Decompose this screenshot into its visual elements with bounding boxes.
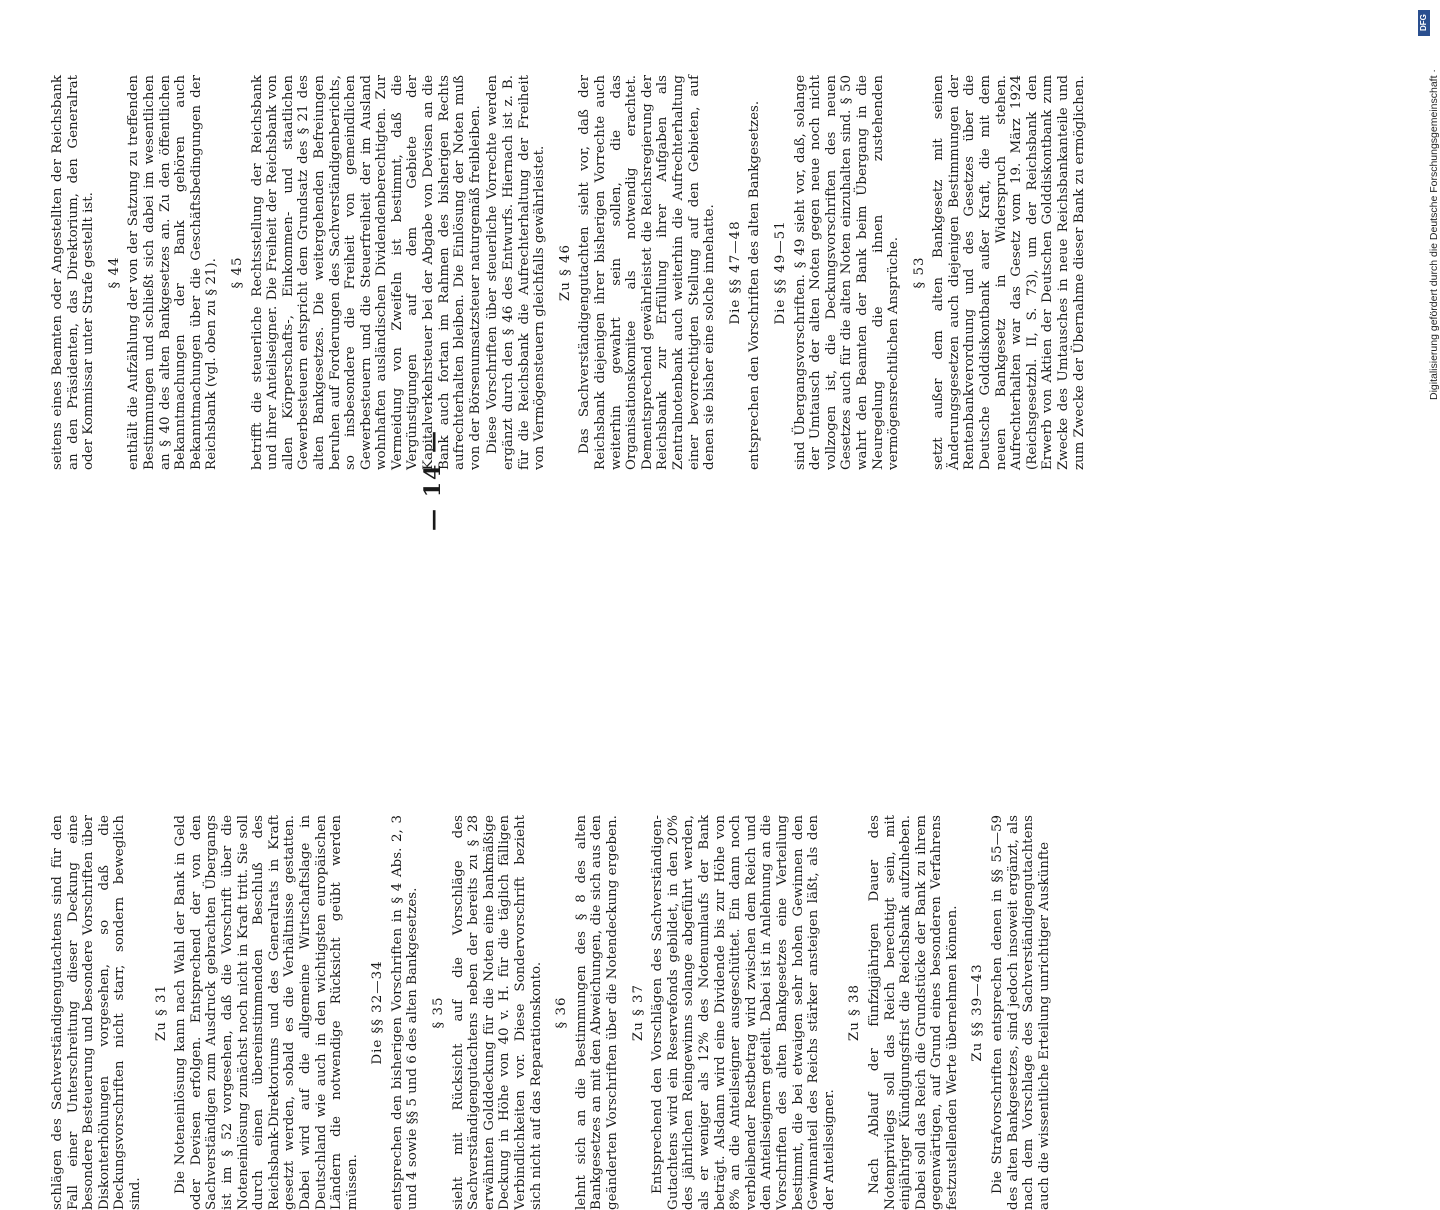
right-text-column bbox=[50, 75, 1089, 470]
paragraph: Nach Ablauf der fünfzigjährigen Dauer des Notenprivilegs soll das Reich berechtigt sein, mit einjähriger Kündigungsfrist die Reichsbank aufzuheben. Dabei soll das Reich die Grundstücke der Bank zu ihrem gegenwärtigen, auf Grund eines besonderen Verfahrens festzustellenden Werte übernehmen können. bbox=[866, 815, 960, 1210]
section-heading: Zu § 46 bbox=[557, 243, 573, 302]
section-heading: Zu § 37 bbox=[630, 983, 646, 1042]
section-heading: Die §§ 47—48 bbox=[727, 220, 743, 325]
digitization-credit bbox=[1408, 10, 1440, 990]
paragraph: betrifft die steuerliche Rechtsstellung der Reichsbank und ihrer Anteilseigner. Die Freiheit der Reichsbank von allen Körperschafts-, Einkommen- und staatlichen Gewerbesteuern entspricht dem Grundsatz des § 21 des alten Bankgesetzes. Die weitergehenden Befreiungen beruhen auf Forderungen des Sachverständigenberichts, so insbesondere die Freiheit von gemeindlichen Gewerbesteuern und die Steuerfreiheit der im Ausland wohnhaften ausländischen Dividendenberechtigten. Zur Vermeidung von Zweifeln ist bestimmt, daß die Vergünstigungen auf dem Gebiete der Kapitalverkehrsteuer bei der Abgabe von Devisen an die Bank auch fortan im Rahmen des bisherigen Rechts aufrechterhalten bleiben. Die Einlösung der Noten muß von der Börsenumsatzsteuer naturgemäß freibleiben. bbox=[249, 75, 483, 470]
paragraph: Entsprechend den Vorschlägen des Sachverständigen-Gutachtens wird ein Reservefonds gebildet, in den 20% des jährlichen Reingewinns solange abgeführt werden, als er weniger als 12% des Notenumlaufs der Bank beträgt. Alsdann wird eine Dividende bis zur Höhe von 8% an die Anteilseigner ausgeschüttet. Ein dann noch verbleibender Restbetrag wird zwischen dem Reich und den Anteilseignern geteilt. Dabei ist in Anlehnung an die Vorschriften des alten Bankgesetzes eine Verteilung bestimmt, die bei etwaigen sehr hohen Gewinnen den Gewinnanteil des Reichs stärker ansteigen läßt, als den der Anteilseigner. bbox=[650, 815, 837, 1210]
paragraph: lehnt sich an die Bestimmungen des § 8 des alten Bankgesetzes an mit den Abweichungen, die sich aus den geänderten Vorschriften über die Notendeckung ergeben. bbox=[573, 815, 620, 1210]
section-heading: Zu §§ 39—43 bbox=[970, 963, 986, 1062]
section-heading: § 53 bbox=[911, 256, 927, 289]
section-heading: § 44 bbox=[106, 256, 122, 289]
rotated-page bbox=[50, 50, 1370, 1210]
paragraph: enthält die Aufzählung der von der Satzung zu treffenden Bestimmungen und schließt sich dabei im wesentlichen an § 40 des alten Bankgesetzes an. Zu den öffentlichen Bekanntmachungen der Bank gehören auch Bekanntmachungen über die Geschäftsbedingungen der Reichsbank (vgl. oben zu § 21). bbox=[126, 75, 220, 470]
paragraph: Diese Vorschriften über steuerliche Vorrechte werden ergänzt durch den § 46 des Entwurfs. Hiernach ist z. B. für die Reichsbank die Aufrechterhaltung der Freiheit von Vermögensteuern gleichfalls gewährleistet. bbox=[485, 75, 548, 470]
credit-text: Digitalisierung gefördert durch die Deutsche Forschungsgemeinschaft · bbox=[1428, 69, 1440, 400]
paragraph: Die Noteneinlösung kann nach Wahl der Bank in Geld oder Devisen erfolgen. Entsprechend der von den Sachverständigen zum Ausdruck gebrachten Übergangs ist im § 52 vorgesehen, daß die Vorschrift über die Noteneinlösung zunächst noch nicht in Kraft tritt. Sie soll durch einen übereinstimmenden Beschluß des Reichsbank-Direktoriums und des Generalrats in Kraft gesetzt werden, sobald es die Verhältnisse gestatten. Dabei wird auf die allgemeine Wirtschaftslage in Deutschland wie auch in den wichtigsten europäischen Ländern die notwendige Rücksicht geübt werden müssen. bbox=[173, 815, 360, 1210]
paragraph: Das Sachverständigengutachten sieht vor, daß der Reichsbank diejenigen ihrer bisherigen Vorrechte auch weiterhin gewahrt sein sollen, die das Organisationskomitee als notwendig erachtet. Dementsprechend gewährleistet die Reichsregierung der Reichsbank zur Erfüllung ihrer Aufgaben als Zentralnotenbank auch weiterhin die Aufrechterhaltung einer bevorrechtigten Stellung auf den Gebieten, auf denen sie bisher eine solche innehatte. bbox=[577, 75, 718, 470]
left-text-column bbox=[50, 815, 1054, 1210]
paragraph: sind Übergangsvorschriften. § 49 sieht vor, daß, solange der Umtausch der alten Noten gegen neue noch nicht vollzogen ist, die Deckungsvorschriften des neuen Gesetzes auch für die alten Noten einzuhalten sind. § 50 wahrt den Beamten der Bank beim Übergang in die Neuregelung die ihnen zustehenden vermögensrechtlichen Ansprüche. bbox=[792, 75, 902, 470]
paragraph: entsprechen den bisherigen Vorschriften in § 4 Abs. 2, 3 und 4 sowie §§ 5 und 6 des alten Bankgesetzes. bbox=[389, 815, 421, 1210]
paragraph: sieht mit Rücksicht auf die Vorschläge des Sachverständigengutachtens neben der bereits zu § 28 erwähnten Golddeckung für die Noten eine bankmäßige Deckung in Höhe von 40 v. H. für die täglich fälligen Verbindlichkeiten vor. Diese Sondervorschrift bezieht sich nicht auf das Reparationskonto. bbox=[450, 815, 544, 1210]
paragraph: setzt außer dem alten Bankgesetz mit seinen Änderungsgesetzen auch diejenigen Bestimmungen der Rentenbankverordnung und des Gesetzes über die Deutsche Golddiskontbank außer Kraft, die mit dem neuen Bankgesetz in Widerspruch stehen. Aufrechterhalten war das Gesetz vom 19. März 1924 (Reichsgesetzbl. II, S. 73), um der Reichsbank den Erwerb von Aktien der Deutschen Golddiskontbank zum Zwecke des Umtausches in neue Reichsbankanteile und zum Zwecke der Übernahme dieser Bank zu ermöglichen. bbox=[931, 75, 1087, 470]
page-number: — 14 — bbox=[420, 429, 446, 531]
paragraph: Die Strafvorschriften entsprechen denen in §§ 55—59 des alten Bankgesetzes, sind jedoch insoweit ergänzt, als nach dem Vorschlage des Sachverständigengutachtens auch die wissentliche Erteilung unrichtiger Auskünfte bbox=[990, 815, 1052, 1210]
paragraph: seitens eines Beamten oder Angestellten der Reichsbank an den Präsidenten, das Direktorium, den Generalrat oder Kommissar unter Strafe gestellt ist. bbox=[50, 75, 97, 470]
paragraph: schlägen des Sachverständigengutachtens sind für den Fall einer Unterschreitung dieser Deckung eine besondere Besteuerung und besondere Vorschriften über Diskonterhöhungen vorgesehen, so daß die Deckungsvorschriften nicht starr, sondern beweglich sind. bbox=[50, 815, 143, 1210]
section-heading: Die §§ 49—51 bbox=[772, 220, 788, 325]
section-heading: § 35 bbox=[431, 996, 447, 1029]
section-heading: Die §§ 32—34 bbox=[370, 960, 386, 1065]
paragraph: entsprechen den Vorschriften des alten Bankgesetzes. bbox=[747, 100, 763, 470]
section-heading: Zu § 31 bbox=[153, 983, 169, 1042]
section-heading: Zu § 38 bbox=[847, 983, 863, 1042]
section-heading: § 36 bbox=[554, 996, 570, 1029]
dfg-logo: DFG bbox=[1418, 10, 1430, 36]
section-heading: § 45 bbox=[229, 256, 245, 289]
